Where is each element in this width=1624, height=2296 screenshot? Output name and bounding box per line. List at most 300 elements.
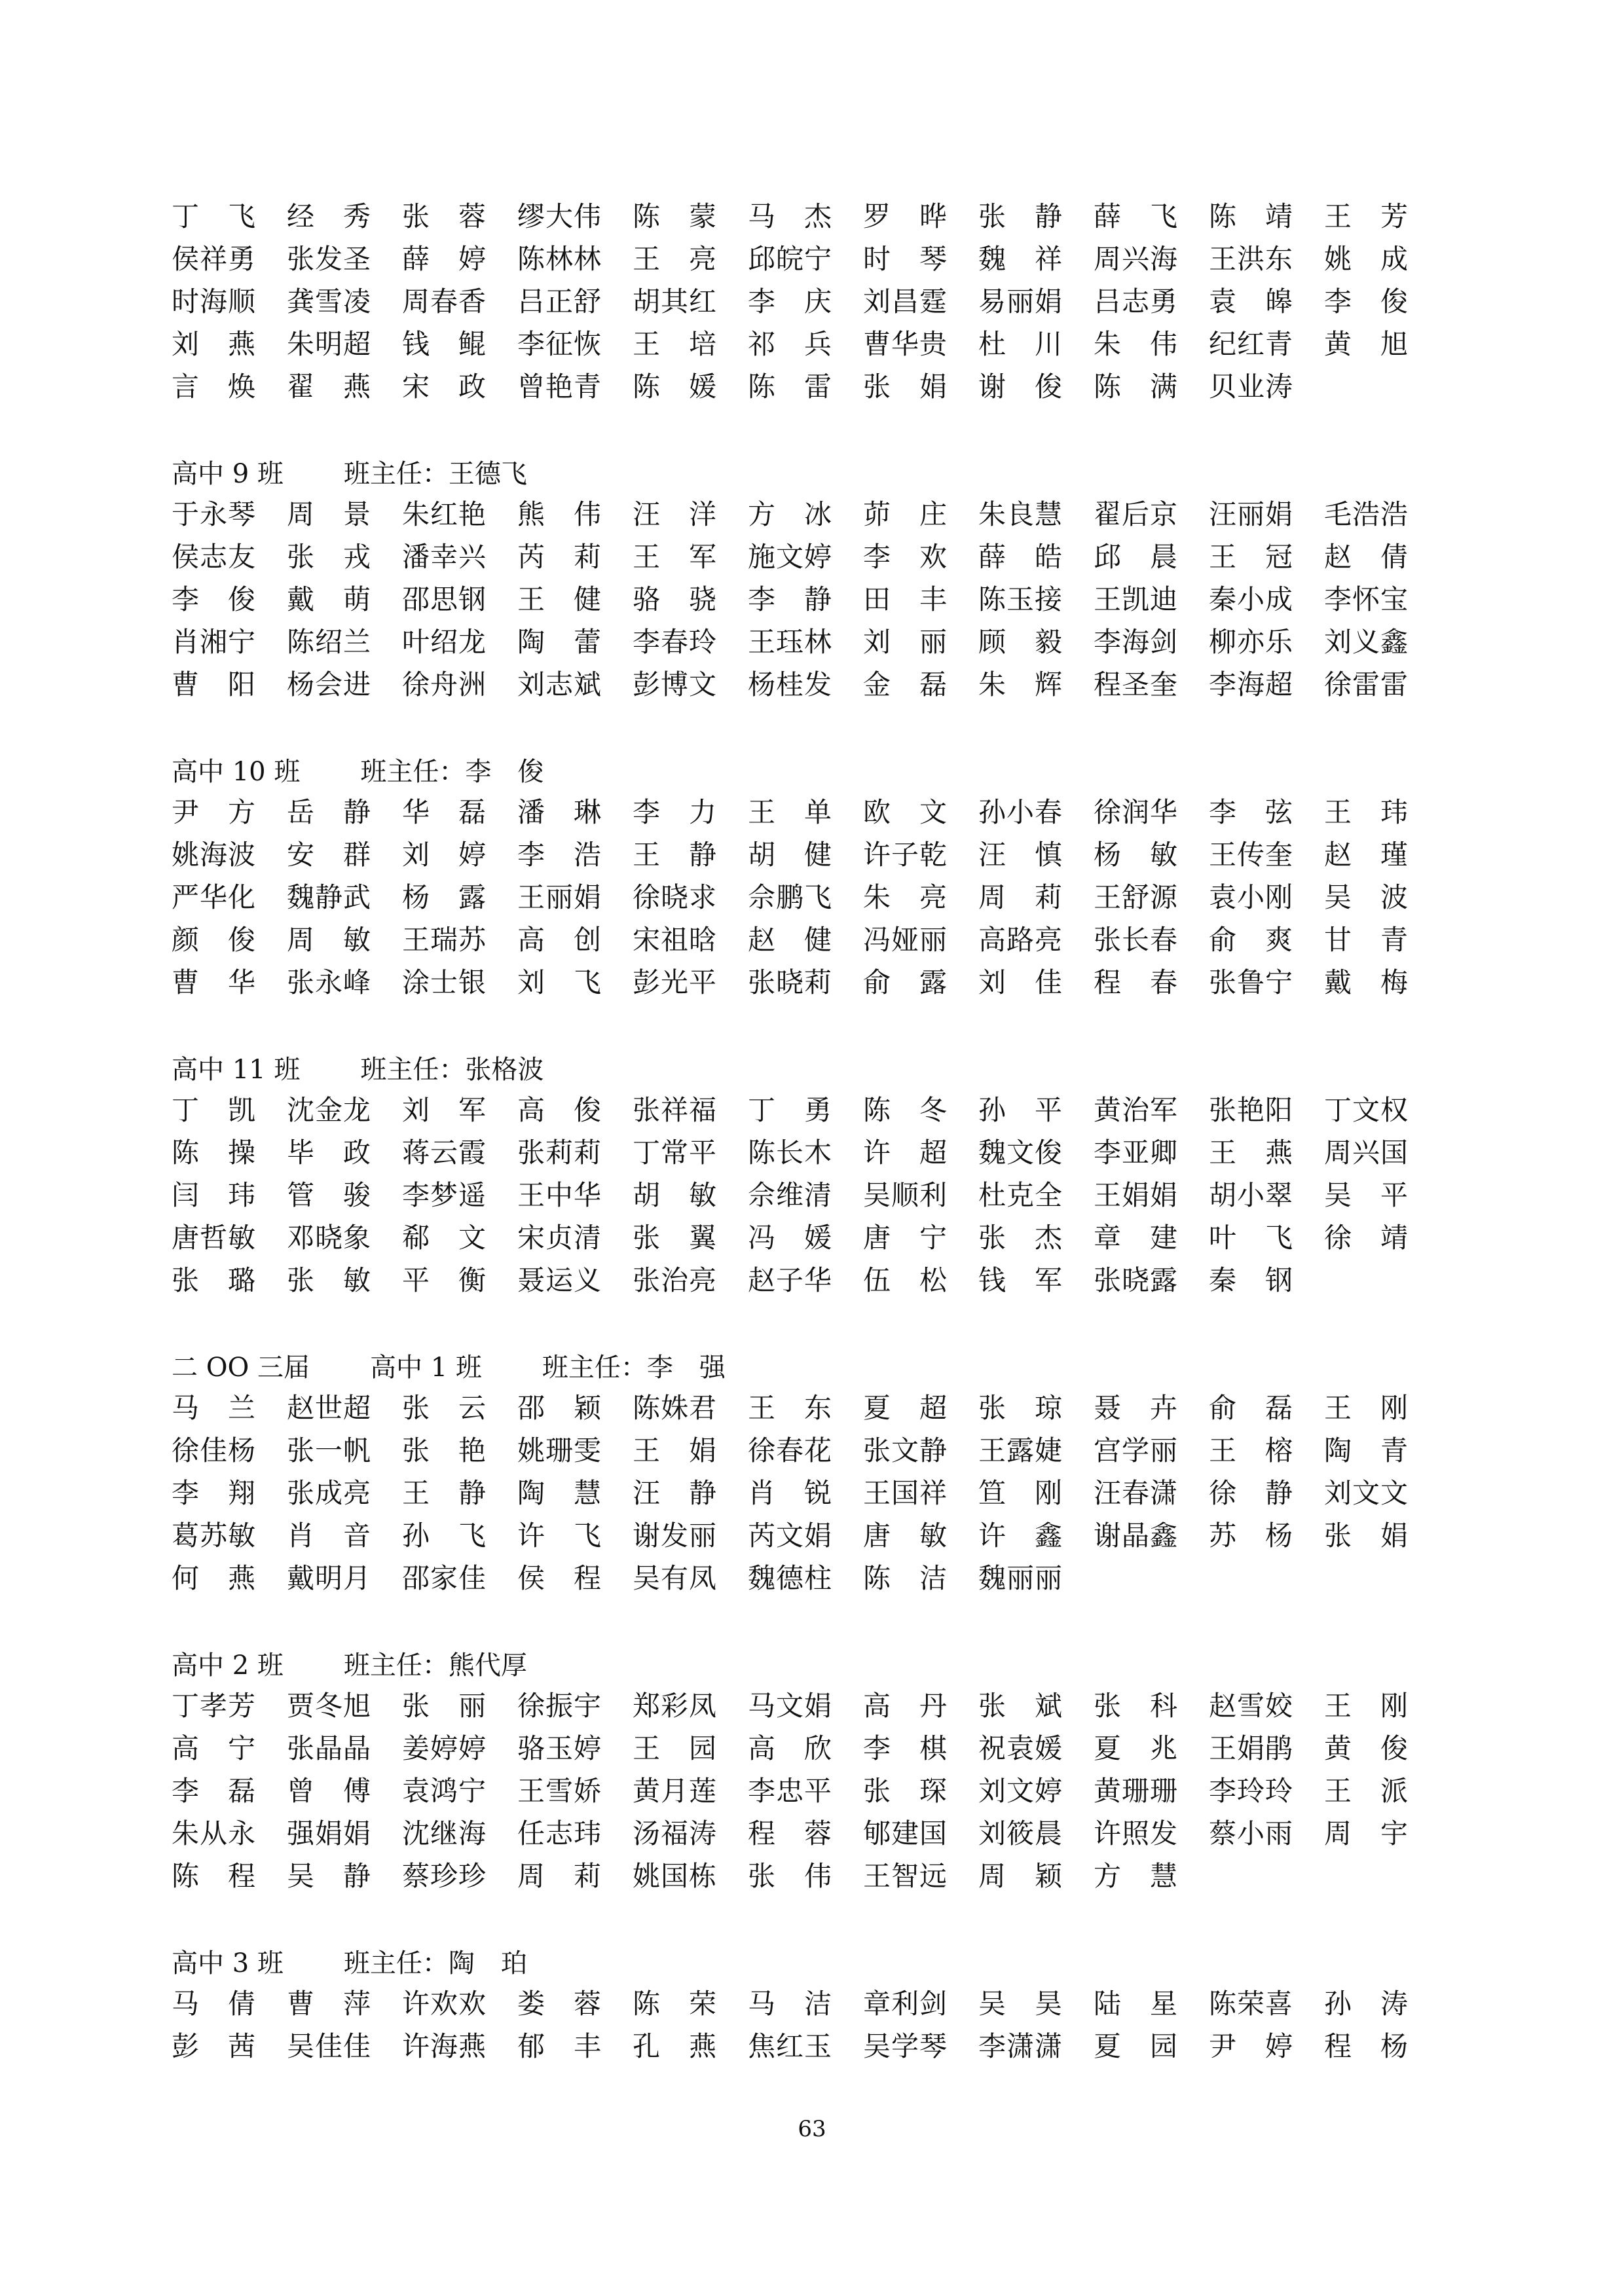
student-name: 张 静	[978, 200, 1063, 232]
student-name: 张莉莉	[517, 1137, 602, 1169]
student-name: 陆 星	[1094, 1988, 1179, 2020]
student-name: 经 秀	[287, 200, 372, 232]
student-name: 郗 文	[402, 1222, 487, 1254]
student-name: 曹 华	[172, 966, 257, 998]
student-name: 时海顺	[172, 285, 257, 318]
student-name: 王 健	[517, 583, 602, 615]
student-name: 吴 波	[1324, 881, 1409, 913]
student-name: 姜婷婷	[402, 1732, 487, 1764]
student-name: 吴 昊	[978, 1988, 1063, 2020]
student-name: 王瑞苏	[402, 924, 487, 956]
student-name: 张 戎	[287, 541, 372, 573]
student-name: 涂士银	[402, 966, 487, 998]
student-name: 马 倩	[172, 1988, 257, 2020]
student-name-grid	[172, 791, 1416, 1004]
student-name: 刘文文	[1324, 1477, 1409, 1509]
student-name: 夏 园	[1094, 2030, 1179, 2062]
head-teacher-label: 班主任：熊代厚	[343, 1650, 527, 1681]
student-name: 沈金龙	[287, 1094, 372, 1126]
student-name: 姚国栋	[633, 1860, 718, 1892]
student-name: 吕志勇	[1094, 285, 1179, 318]
student-name: 叶 飞	[1209, 1222, 1294, 1254]
head-teacher-label: 班主任：陶 珀	[343, 1948, 527, 1978]
student-name: 高 丹	[863, 1690, 948, 1722]
student-name: 张 琼	[978, 1392, 1063, 1424]
student-name: 颜 俊	[172, 924, 257, 956]
student-name: 马文娟	[748, 1690, 833, 1722]
student-name: 陈长木	[748, 1137, 833, 1169]
student-name: 袁小刚	[1209, 881, 1294, 913]
student-name: 高 欣	[748, 1732, 833, 1764]
student-name: 高 创	[517, 924, 602, 956]
student-name: 章 建	[1094, 1222, 1179, 1254]
student-name: 王凯迪	[1094, 583, 1179, 615]
student-name: 王珏林	[748, 626, 833, 658]
student-name: 彭 茜	[172, 2030, 257, 2062]
student-name: 李怀宝	[1324, 583, 1409, 615]
head-teacher-label: 班主任：李 俊	[360, 756, 544, 787]
student-name: 郑彩凤	[633, 1690, 718, 1722]
student-name: 陈 操	[172, 1137, 257, 1169]
student-name: 徐晓求	[633, 881, 718, 913]
class-section	[172, 195, 1416, 408]
student-name: 钱 军	[978, 1264, 1063, 1296]
student-name: 程 杨	[1324, 2030, 1409, 2062]
student-name: 俞 磊	[1209, 1392, 1294, 1424]
student-name: 汪 慎	[978, 839, 1063, 871]
class-label: 高中 3 班	[172, 1948, 284, 1978]
student-name: 汪春潇	[1094, 1477, 1179, 1509]
student-name: 甘 青	[1324, 924, 1409, 956]
student-name: 汪 洋	[633, 498, 718, 530]
student-name: 杨桂发	[748, 668, 833, 701]
student-name: 徐润华	[1094, 796, 1179, 828]
class-header	[172, 1343, 1416, 1387]
student-name: 丁文权	[1324, 1094, 1409, 1126]
student-name: 周兴海	[1094, 243, 1179, 275]
student-name: 李忠平	[748, 1775, 833, 1807]
student-name: 张成亮	[287, 1477, 372, 1509]
student-name: 沈继海	[402, 1817, 487, 1850]
student-name: 陶 青	[1324, 1434, 1409, 1467]
class-header	[172, 1939, 1416, 1982]
student-name: 管 骏	[287, 1179, 372, 1211]
student-name: 黄珊珊	[1094, 1775, 1179, 1807]
class-label: 高中 9 班	[172, 458, 284, 489]
student-name: 翟 燕	[287, 371, 372, 403]
student-name: 朱 辉	[978, 668, 1063, 701]
student-name: 侯祥勇	[172, 243, 257, 275]
student-name: 丁 飞	[172, 200, 257, 232]
student-name: 高 俊	[517, 1094, 602, 1126]
student-name: 祁 兵	[748, 328, 833, 360]
student-name: 王 芳	[1324, 200, 1409, 232]
student-name: 张一帆	[287, 1434, 372, 1467]
student-name: 刘文婷	[978, 1775, 1063, 1807]
student-name: 许 鑫	[978, 1520, 1063, 1552]
student-name: 罗 晔	[863, 200, 948, 232]
student-name: 谢晶鑫	[1094, 1520, 1179, 1552]
student-name: 张 璐	[172, 1264, 257, 1296]
student-name: 方 慧	[1094, 1860, 1179, 1892]
student-name: 王雪娇	[517, 1775, 602, 1807]
student-name: 戴明月	[287, 1562, 372, 1594]
student-name: 王 冠	[1209, 541, 1294, 573]
student-name: 王 单	[748, 796, 833, 828]
student-name: 祝袁媛	[978, 1732, 1063, 1764]
student-name: 周兴国	[1324, 1137, 1409, 1169]
class-section	[172, 1641, 1416, 1897]
student-name: 夏 超	[863, 1392, 948, 1424]
student-name: 李亚卿	[1094, 1137, 1179, 1169]
student-name: 周 莉	[978, 881, 1063, 913]
student-name: 李 力	[633, 796, 718, 828]
student-name: 华 磊	[402, 796, 487, 828]
student-name: 笪 刚	[978, 1477, 1063, 1509]
student-name: 冯娅丽	[863, 924, 948, 956]
student-name: 高 宁	[172, 1732, 257, 1764]
student-name: 陈荣喜	[1209, 1988, 1294, 2020]
student-name: 李潇潇	[978, 2030, 1063, 2062]
student-name: 彭光平	[633, 966, 718, 998]
student-name: 张祥福	[633, 1094, 718, 1126]
student-name: 李 俊	[1324, 285, 1409, 318]
student-name: 朱 伟	[1094, 328, 1179, 360]
student-name: 蔡小雨	[1209, 1817, 1294, 1850]
student-name: 程 蓉	[748, 1817, 833, 1850]
student-name: 张 琛	[863, 1775, 948, 1807]
student-name: 徐舟洲	[402, 668, 487, 701]
student-name: 俞 爽	[1209, 924, 1294, 956]
student-name: 张 娟	[863, 371, 948, 403]
student-name: 唐哲敏	[172, 1222, 257, 1254]
student-name: 马 杰	[748, 200, 833, 232]
student-name: 龚雪凌	[287, 285, 372, 318]
student-name: 许海燕	[402, 2030, 487, 2062]
class-header	[172, 1641, 1416, 1685]
student-name: 程圣奎	[1094, 668, 1179, 701]
student-name: 王 燕	[1209, 1137, 1294, 1169]
student-name: 杨会进	[287, 668, 372, 701]
student-name: 彭博文	[633, 668, 718, 701]
student-name: 李 翔	[172, 1477, 257, 1509]
student-name: 刘筱晨	[978, 1817, 1063, 1850]
student-name: 陈 媛	[633, 371, 718, 403]
student-name: 俞 露	[863, 966, 948, 998]
student-name: 聂 卉	[1094, 1392, 1179, 1424]
student-name: 邱皖宁	[748, 243, 833, 275]
student-name: 李春玲	[633, 626, 718, 658]
student-name: 任志玮	[517, 1817, 602, 1850]
student-name: 周 敏	[287, 924, 372, 956]
student-name: 王 亮	[633, 243, 718, 275]
student-name: 顾 毅	[978, 626, 1063, 658]
student-name: 张晓莉	[748, 966, 833, 998]
student-name: 魏丽丽	[978, 1562, 1063, 1594]
student-name: 王 刚	[1324, 1392, 1409, 1424]
class-section	[172, 748, 1416, 1004]
student-name: 陶 慧	[517, 1477, 602, 1509]
student-name: 戴 梅	[1324, 966, 1409, 998]
student-name: 曹 萍	[287, 1988, 372, 2020]
student-name: 李海剑	[1094, 626, 1179, 658]
class-label: 高中 2 班	[172, 1650, 284, 1681]
student-name: 赵 瑾	[1324, 839, 1409, 871]
student-name: 徐 静	[1209, 1477, 1294, 1509]
student-name: 葛苏敏	[172, 1520, 257, 1552]
student-name-grid	[172, 1089, 1416, 1302]
student-name-grid	[172, 1387, 1416, 1599]
student-name: 谢发丽	[633, 1520, 718, 1552]
student-name: 魏德柱	[748, 1562, 833, 1594]
student-name: 冯 媛	[748, 1222, 833, 1254]
student-name: 吴 静	[287, 1860, 372, 1892]
student-name: 张 娟	[1324, 1520, 1409, 1552]
student-name: 聂运义	[517, 1264, 602, 1296]
student-name: 杜克全	[978, 1179, 1063, 1211]
student-name: 邵思钢	[402, 583, 487, 615]
student-name: 李 磊	[172, 1775, 257, 1807]
student-name: 时 琴	[863, 243, 948, 275]
class-label: 高中 11 班	[172, 1054, 301, 1085]
student-name: 张文静	[863, 1434, 948, 1467]
student-name: 施文婷	[748, 541, 833, 573]
student-name: 郇建国	[863, 1817, 948, 1850]
student-name-grid	[172, 493, 1416, 706]
student-name: 李 庆	[748, 285, 833, 318]
page-number: 63	[798, 2116, 826, 2142]
student-name: 章利剑	[863, 1988, 948, 2020]
student-name: 赵雪姣	[1209, 1690, 1294, 1722]
student-name: 茆 庄	[863, 498, 948, 530]
student-name: 孙 平	[978, 1094, 1063, 1126]
student-name: 李海超	[1209, 668, 1294, 701]
student-name: 张 丽	[402, 1690, 487, 1722]
student-name: 王丽娟	[517, 881, 602, 913]
student-name: 王 娟	[633, 1434, 718, 1467]
student-name: 唐 敏	[863, 1520, 948, 1552]
student-name: 朱明超	[287, 328, 372, 360]
student-name: 王 军	[633, 541, 718, 573]
student-name: 张永峰	[287, 966, 372, 998]
student-name: 王娟娟	[1094, 1179, 1179, 1211]
student-name: 严华化	[172, 881, 257, 913]
class-section	[172, 1046, 1416, 1302]
student-name: 杨 敏	[1094, 839, 1179, 871]
student-name: 薛 皓	[978, 541, 1063, 573]
student-name: 柳亦乐	[1209, 626, 1294, 658]
student-name: 易丽娟	[978, 285, 1063, 318]
student-name: 蒋云霞	[402, 1137, 487, 1169]
student-name: 王 静	[633, 839, 718, 871]
student-name: 邵家佳	[402, 1562, 487, 1594]
student-name: 熊 伟	[517, 498, 602, 530]
student-name: 侯 程	[517, 1562, 602, 1594]
student-name: 丁 凯	[172, 1094, 257, 1126]
student-name: 尹 方	[172, 796, 257, 828]
student-name: 陶 蕾	[517, 626, 602, 658]
student-name: 王露婕	[978, 1434, 1063, 1467]
student-name: 汪丽娟	[1209, 498, 1294, 530]
student-name: 欧 文	[863, 796, 948, 828]
student-name: 焦红玉	[748, 2030, 833, 2062]
class-header	[172, 1046, 1416, 1089]
student-name: 吴顺利	[863, 1179, 948, 1211]
student-name: 袁 皞	[1209, 285, 1294, 318]
student-name: 李 棋	[863, 1732, 948, 1764]
student-name-grid	[172, 195, 1416, 408]
student-name: 王传奎	[1209, 839, 1294, 871]
student-name: 陈 靖	[1209, 200, 1294, 232]
student-name: 秦 钢	[1209, 1264, 1294, 1296]
student-name: 黄治军	[1094, 1094, 1179, 1126]
student-name: 王洪东	[1209, 243, 1294, 275]
roster-content	[172, 195, 1416, 2109]
student-name: 张 艳	[402, 1434, 487, 1467]
student-name: 于永琴	[172, 498, 257, 530]
student-name: 薛 婷	[402, 243, 487, 275]
student-name: 王 东	[748, 1392, 833, 1424]
student-name: 陈 洁	[863, 1562, 948, 1594]
student-name: 张 斌	[978, 1690, 1063, 1722]
student-name: 许子乾	[863, 839, 948, 871]
student-name: 肖湘宁	[172, 626, 257, 658]
class-label: 高中 1 班	[370, 1352, 482, 1383]
student-name: 蔡珍珍	[402, 1860, 487, 1892]
student-name: 孙 飞	[402, 1520, 487, 1552]
student-name: 刘 飞	[517, 966, 602, 998]
student-name: 平 衡	[402, 1264, 487, 1296]
class-header	[172, 450, 1416, 493]
student-name: 何 燕	[172, 1562, 257, 1594]
student-name: 尹 婷	[1209, 2030, 1294, 2062]
student-name: 郁 丰	[517, 2030, 602, 2062]
student-name: 陈玉接	[978, 583, 1063, 615]
student-name: 张发圣	[287, 243, 372, 275]
student-name: 刘义鑫	[1324, 626, 1409, 658]
student-name: 刘 燕	[172, 328, 257, 360]
student-name: 金 磊	[863, 668, 948, 701]
student-name: 贝业涛	[1209, 371, 1294, 403]
student-name: 许 超	[863, 1137, 948, 1169]
student-name: 宋 政	[402, 371, 487, 403]
student-name: 秦小成	[1209, 583, 1294, 615]
student-name: 陈 雷	[748, 371, 833, 403]
student-name: 黄月莲	[633, 1775, 718, 1807]
student-name: 肖 锐	[748, 1477, 833, 1509]
student-name: 纪红青	[1209, 328, 1294, 360]
student-name: 潘 琳	[517, 796, 602, 828]
student-name: 姚 成	[1324, 243, 1409, 275]
student-name: 夏 兆	[1094, 1732, 1179, 1764]
student-name: 汪 静	[633, 1477, 718, 1509]
student-name: 赵 健	[748, 924, 833, 956]
student-name-grid	[172, 1982, 1416, 2068]
student-name: 佘鹏飞	[748, 881, 833, 913]
student-name: 宫学丽	[1094, 1434, 1179, 1467]
student-name: 邵 颖	[517, 1392, 602, 1424]
student-name: 魏静武	[287, 881, 372, 913]
student-name: 丁常平	[633, 1137, 718, 1169]
student-name: 胡 敏	[633, 1179, 718, 1211]
student-name: 张鲁宁	[1209, 966, 1294, 998]
student-name: 许照发	[1094, 1817, 1179, 1850]
student-name: 丁孝芳	[172, 1690, 257, 1722]
student-name: 肖 音	[287, 1520, 372, 1552]
student-name: 许欢欢	[402, 1988, 487, 2020]
student-name: 杜 川	[978, 328, 1063, 360]
student-name: 黄 旭	[1324, 328, 1409, 360]
student-name: 李 弦	[1209, 796, 1294, 828]
student-name: 曾艳青	[517, 371, 602, 403]
student-name: 陈姝君	[633, 1392, 718, 1424]
student-name: 徐佳杨	[172, 1434, 257, 1467]
student-name: 王 玮	[1324, 796, 1409, 828]
student-name: 陈林林	[517, 243, 602, 275]
student-name: 张治亮	[633, 1264, 718, 1296]
student-name: 王智远	[863, 1860, 948, 1892]
student-name: 姚珊雯	[517, 1434, 602, 1467]
student-name: 张艳阳	[1209, 1094, 1294, 1126]
student-name: 袁鸿宁	[402, 1775, 487, 1807]
student-name: 芮 莉	[517, 541, 602, 573]
student-name: 许 飞	[517, 1520, 602, 1552]
student-name: 张长春	[1094, 924, 1179, 956]
student-name: 朱红艳	[402, 498, 487, 530]
student-name: 黄 俊	[1324, 1732, 1409, 1764]
student-name: 程 春	[1094, 966, 1179, 998]
student-name: 侯志友	[172, 541, 257, 573]
student-name: 吴学琴	[863, 2030, 948, 2062]
student-name: 李 俊	[172, 583, 257, 615]
class-label: 高中 10 班	[172, 756, 301, 787]
student-name: 苏 杨	[1209, 1520, 1294, 1552]
student-name: 骆 骁	[633, 583, 718, 615]
student-name: 周 景	[287, 498, 372, 530]
student-name: 缪大伟	[517, 200, 602, 232]
head-teacher-label: 班主任：张格波	[360, 1054, 544, 1085]
student-name: 胡其红	[633, 285, 718, 318]
student-name: 赵 倩	[1324, 541, 1409, 573]
student-name: 李梦遥	[402, 1179, 487, 1211]
student-name: 邱 晨	[1094, 541, 1179, 573]
student-name: 王国祥	[863, 1477, 948, 1509]
student-name: 曹华贵	[863, 328, 948, 360]
student-name: 朱 亮	[863, 881, 948, 913]
student-name: 田 丰	[863, 583, 948, 615]
student-name: 张晶晶	[287, 1732, 372, 1764]
student-name: 张 伟	[748, 1860, 833, 1892]
student-name: 高路亮	[978, 924, 1063, 956]
student-name: 王 园	[633, 1732, 718, 1764]
student-name: 陈 蒙	[633, 200, 718, 232]
student-name: 刘 丽	[863, 626, 948, 658]
student-name: 孙 涛	[1324, 1988, 1409, 2020]
student-name: 言 焕	[172, 371, 257, 403]
student-name: 刘 军	[402, 1094, 487, 1126]
student-name: 芮文娟	[748, 1520, 833, 1552]
student-name: 李 欢	[863, 541, 948, 573]
student-name: 贾冬旭	[287, 1690, 372, 1722]
student-name: 徐春花	[748, 1434, 833, 1467]
student-name: 赵子华	[748, 1264, 833, 1296]
student-name: 陈 程	[172, 1860, 257, 1892]
student-name: 朱从永	[172, 1817, 257, 1850]
student-name: 刘志斌	[517, 668, 602, 701]
student-name: 毛浩浩	[1324, 498, 1409, 530]
student-name: 毕 政	[287, 1137, 372, 1169]
student-name: 宋祖晗	[633, 924, 718, 956]
